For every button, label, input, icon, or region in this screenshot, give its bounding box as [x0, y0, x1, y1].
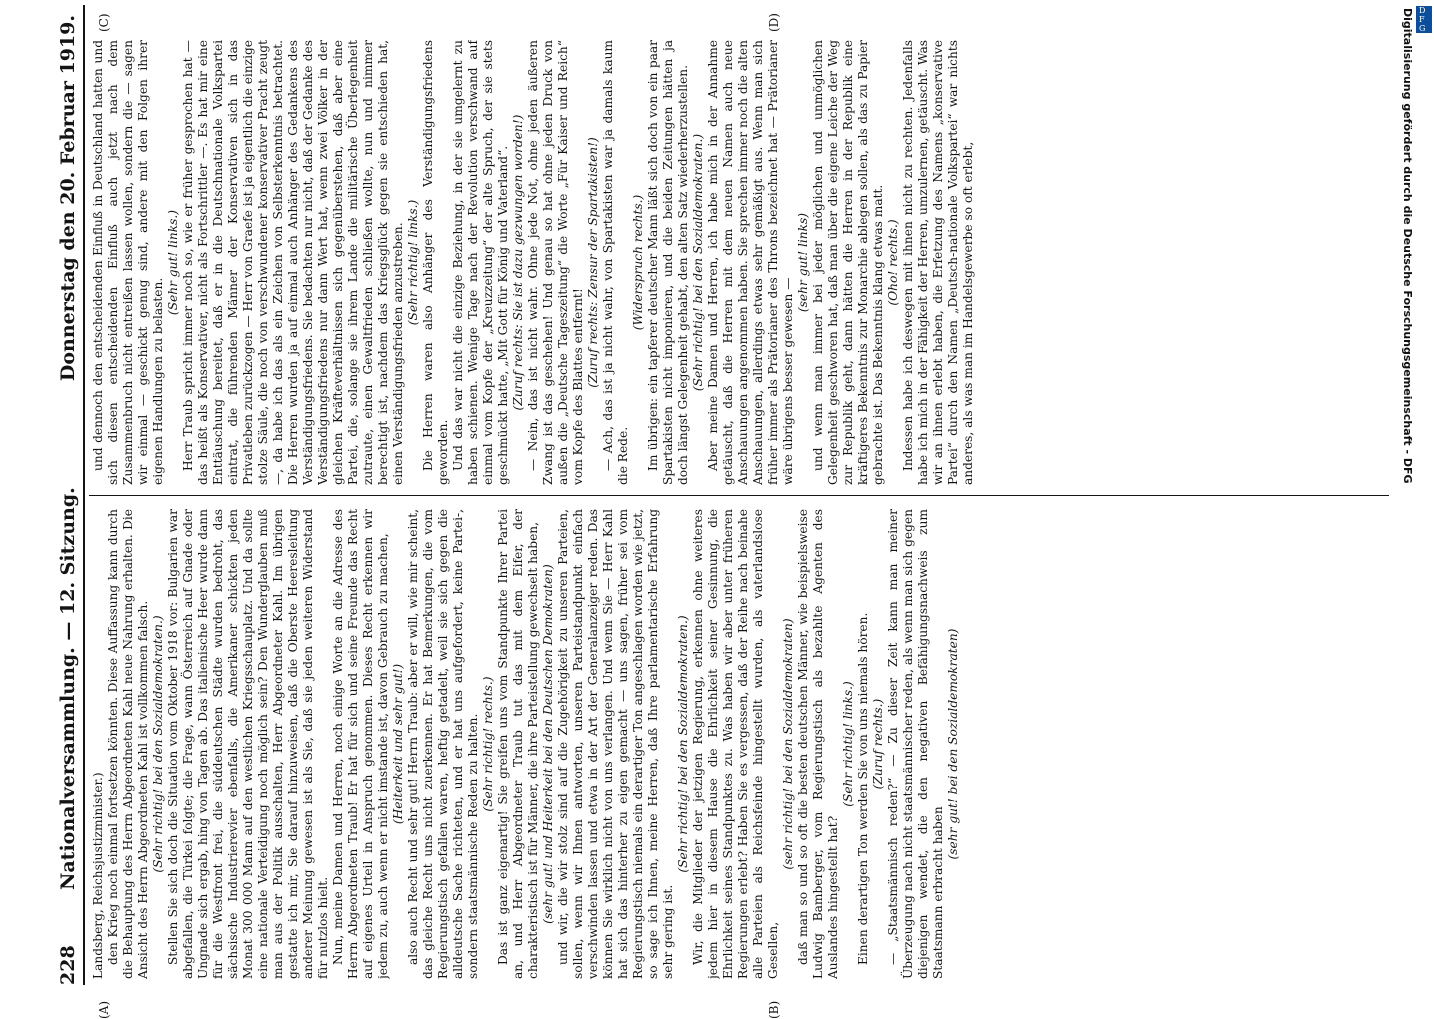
paragraph: Wir, die Mitglieder der jetzigen Regierung, erkennen ohne weiteres jedem hier in diesem Hause die Ehrlichkeit seiner Gesinnung, die Ehrlichkeit seines Standpunktes zu. Was haben wir aber unter früheren Regierungen erlebt? Haben Sie es vergessen, daß der Reihe nach beinahe alle Parteien als Reichsfeinde hingestellt wurden, als vaterlandslose Gesellen,: [691, 509, 780, 979]
rotated-page: [55, 5, 1405, 1019]
interjection: (Sehr gut! links.): [166, 209, 180, 316]
paragraph: — Nein, das ist nicht wahr. Ohne jede Not, ohne jeden äußeren Zwang ist das geschehen! Und genau so hat ohne jeden Druck von außen die „Deutsche Tageszeitung“ die Worte „Für Kaiser und Reich“ vom Kopfe des Blattes entfernt!: [526, 40, 585, 485]
paragraph: Das ist ganz eigenartig! Sie greifen uns vom Standpunkte Ihrer Partei an, und Herr Abgeordneter Traub tut das mit dem Eifer, der charakteristisch ist für Männer, die ihre Parteistellung gewechselt haben,: [496, 509, 540, 979]
interjection: (Sehr richtig! links.): [406, 199, 420, 326]
paragraph: Stellen Sie sich doch die Situation vom Oktober 1918 vor: Bulgarien war abgefallen, die Türkei folgte; die Frage, wann Österreich auf Gnade oder Ungnade sich ergab, hing von Tagen ab. Das italienische Heer wurde dann für die Westfront frei, die süddeutschen Städte wurden bedroht, das sächsische Industrierevier ebenfalls, die Amerikaner schickten jeden Monat 300 000 Mann auf den westlichen Kriegsschauplatz. Und da sollte eine nationale Verteidigung noch möglich sein? Den Wunderglauben muß man aus der Politik ausschalten, Herr Abgeordneter Kahl. Im übrigen gestatte ich mir, Sie darauf hinzuweisen, daß die Oberste Heeresleitung anderer Meinung gewesen ist als Sie, daß sie jeden weiteren Widerstand für nutzlos hielt.: [166, 509, 330, 979]
interjection: (Sehr richtig! rechts.): [481, 676, 495, 812]
paragraph: den Krieg noch einmal fortsetzen könnten. Diese Auffassung kann durch die Behauptung des Herrn Abgeordneten Kahl neue Nahrung erhalten. Die Ansicht des Herrn Abgeordneten Kahl ist vollkommen falsch.: [106, 509, 150, 979]
paragraph: Nun, meine Damen und Herren, noch einige Worte an die Adresse des Herrn Abgeordneten Traub! Er hat für sich und seine Freunde das Recht auf eigenes Urteil in Anspruch genommen. Dieses Recht erkennen wir jedem zu, auch wenn er nicht imstande ist, davon Gebrauch zu machen,: [331, 509, 390, 979]
margin-marker-a: (A): [97, 1000, 111, 1019]
paragraph: Die Herren waren also Anhänger des Verständigungsfriedens geworden.: [421, 40, 450, 485]
credit-text: Digitalisierung gefördert durch die Deutsche Forschungsgemeinschaft - DFG: [1401, 8, 1414, 484]
paragraph: Aber meine Damen und Herren, ich habe mich in der Annahme getäuscht, daß die Herren mit dem neuen Namen auch neue Anschauungen angenommen haben. Sie sprechen immer noch die alten Anschauungen, allerdings etwas sehr gemäßigt aus. Wenn man sich früher immer als Prätorianer des Throns bezeichnet hat — Prätorianer wäre übrigens besser gewesen —: [706, 40, 795, 485]
interjection: (Widerspruch rechts.): [631, 194, 645, 331]
page-header: [55, 5, 85, 985]
interjection: (Zuruf rechts: Zensur der Spartakisten!): [586, 137, 600, 388]
text-column-right: [91, 40, 1391, 485]
paragraph: Landsberg, Reichsjustizminister.): [91, 772, 105, 979]
paragraph: und dennoch den entscheidenden Einfluß in Deutschland hatten und sich diesen entscheidenden Einfluß auch jetzt nach dem Zusammenbruch nicht entreißen lassen wollen, sondern die — sagen wir einmal — geschickt genug sind, andere mit den Folgen ihrer eigenen Handlungen zu belasten.: [91, 40, 165, 485]
paragraph: Indessen habe ich deswegen mit ihnen nicht zu rechten. Jedenfalls habe ich mich in der Fähigkeit der Herren, umzulernen, getäuscht. Was wir an ihnen erlebt haben, die Erfetzung des Namens „konservative Partei“ durch den Namen „Deutsch-nationale Volkspartei“ war nichts anderes, als was man im Handelsgewerbe so oft erlebt,: [901, 40, 975, 485]
interjection: (sehr gut! links): [796, 212, 810, 313]
paragraph: daß man so und so oft die besten deutschen Männer, wie beispielsweise Ludwig Bamberger, vom Regierungstisch als bezahlte Agenten des Auslandes hingestellt hat?: [796, 509, 840, 979]
digitization-credit: [1398, 8, 1414, 998]
paragraph: und wenn man immer bei jeder möglichen und unmöglichen Gelegenheit geschworen hat, daß man über die eigene Leiche der Weg zur Republik geht, dann hätten die Herren in der Republik eine kräftigeres Bekenntnis zur Monarchie ablegen sollen, als das zu Papier gebrachte ist. Das Bekenntnis klang etwas matt.: [811, 40, 885, 485]
paragraph: also auch Recht und sehr gut! Herrn Traub: aber er will, wie mir scheint, das gleiche Recht uns nicht zuerkennen. Er hat Bemerkungen, die vom Regierungstisch gefallen waren, heftig getadelt, weil sie sich gegen die alldeutsche Sache richteten, und er hat uns aufgefordert, keine Partei-, sondern staatsmännische Reden zu halten.: [406, 509, 480, 979]
interjection: (Oho! rechts.): [886, 219, 900, 306]
interjection: (Heiterkeit und sehr gut!): [391, 663, 405, 825]
margin-marker-d: (D): [767, 13, 781, 32]
paragraph: — „Staatsmännisch reden?“ — Zu dieser Zeit kann man meiner Überzeugung nach nicht staatsmännischer reden, als wenn man sich gegen diejenigen wendet, die den negativen Befähigungsnachweis zum Staatsmann erbracht haben: [886, 509, 945, 979]
session-date: Donnerstag den 20. Februar 1919.: [57, 15, 79, 382]
margin-marker-b: (B): [767, 1000, 781, 1019]
interjection: (Zuruf rechts: Sie ist dazu gezwungen worden!): [511, 114, 525, 411]
paragraph: Einen derartigen Ton werden Sie von uns niemals hören.: [856, 612, 870, 965]
interjection: (Sehr richtig! links.): [841, 681, 855, 807]
interjection: (Zuruf rechts.): [871, 698, 885, 790]
paragraph: — Ach, das ist ja nicht wahr, von Spartakisten war ja damals kaum die Rede.: [601, 40, 630, 485]
interjection: (sehr gut! bei den Sozialdemokraten): [946, 628, 960, 860]
margin-marker-c: (C): [97, 13, 111, 32]
interjection: (sehr gut! und Heiterkeit bei den Deutschen Demokraten): [541, 564, 555, 924]
interjection: (Sehr richtig! bei den Sozialdemokraten.): [676, 615, 690, 873]
column-divider: [89, 495, 1389, 496]
session-title: Nationalversammlung. — 12. Sitzung.: [57, 487, 79, 890]
page-number: 228: [57, 945, 79, 985]
interjection: (Sehr richtig! bei den Sozialdemokraten.): [151, 615, 165, 873]
paragraph: Herr Traub spricht immer noch so, wie er früher gesprochen hat — das heißt als Konservativer, nicht als Fortschrittler —. Es hat mir eine Enttäuschung bereitet, daß er in die Deutschnationale Volkspartei eintrat, die führenden Männer der Konservativen sich in das Privatleben zurückzogen — Herr von Graefe ist ja eigentlich die einzige stolze Säule, die noch von verschwundener konservativer Pracht zeugt —, da habe ich das als ein Zeichen von Selbsterkenntnis betrachtet. Die Herren wurden ja auf einmal auch Anhänger des Gedankens des Verständigungsfriedens. Sie bedachten nur nicht, daß der Gedanke des Verständigungsfriedens nur dann Wert hat, wenn zwei Völker in der gleichen Kräfteverhältnissen sich gegenüberstehen, daß aber eine Partei, die, solange sie ihrem Lande die militärische Überlegenheit zutraute, einen Gewaltfrieden schließen wollte, nun und nimmer berechtigt ist, nachdem das Kriegsglück gegen sie entschieden hat, einen Verständigungsfrieden anzustreben.: [181, 40, 405, 485]
dfg-logo-text: DFG: [1416, 6, 1432, 33]
dfg-logo: [1416, 6, 1432, 33]
interjection: (Sehr richtig! bei den Sozialdemokraten.): [691, 133, 705, 392]
text-column-left: [91, 509, 1391, 979]
interjection: (sehr richtig! bei den Sozialdemokraten): [781, 618, 795, 870]
paragraph: Im übrigen: ein tapferer deutscher Mann läßt sich doch von ein paar Spartakisten nicht imponieren, und die beiden Zeitungen hätten ja doch längst Gelegenheit gehabt, den alten Satz wiederherzustellen.: [646, 40, 690, 485]
paragraph: und wir, die wir stolz sind auf die Zugehörigkeit zu unseren Parteien, sollen, wenn wir Ihnen antworten, unseren Parteistandpunkt einfach verschwinden lassen und etwa in der Art der Generalanzeiger reden. Das können Sie wirklich nicht von uns verlangen. Und wenn Sie — Herr Kahl hat sich das hinterher zu eigen gemacht — uns sagen, früher sei vom Regierungstisch niemals ein derartiger Ton angeschlagen worden wie jetzt, so sage ich Ihnen, meine Herren, daß Ihre parlamentarische Erfahrung sehr gering ist.: [556, 509, 675, 979]
paragraph: Und das war nicht die einzige Beziehung, in der sie umgelernt zu haben schienen. Wenige Tage nach der Revolution verschwand auf einmal vom Kopfe der „Kreuzzeitung“ der alte Spruch, der sie stets geschmückt hatte, „Mit Gott für König und Vaterland“.: [451, 40, 510, 485]
